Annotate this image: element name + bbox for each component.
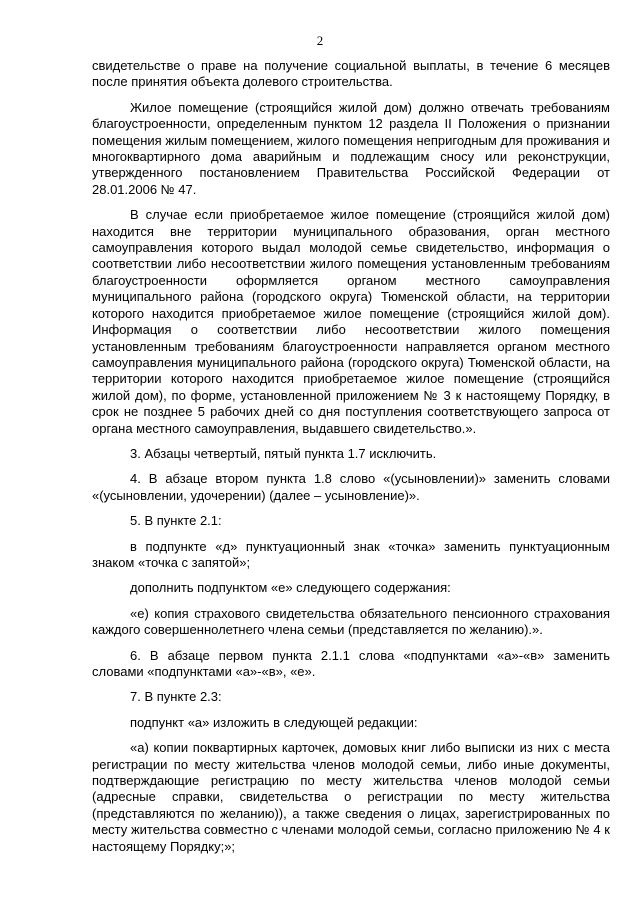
- paragraph-item-5: 5. В пункте 2.1:: [130, 513, 222, 529]
- paragraph-item-6: 6. В абзаце первом пункта 2.1.1 слова «подпунктами «а»-«в» заменить словами «подпунктами «а»-«в», «е».: [92, 647, 610, 679]
- paragraph-housing-requirements: Жилое помещение (строящийся жилой дом) должно отвечать требованиям благоустроенности, определенным пунктом 12 раздела II Положения о признании помещения жилым помещением, жилого помещения непригодным для проживания и многоквартирного дома аварийным и подлежащим сносу или реконструкции, утвержденного постановлением Правительства Российской Федерации от 28.01.2006 № 47.: [92, 99, 610, 197]
- paragraph-continuation: свидетельстве о праве на получение социальной выплаты, в течение 6 месяцев после принятия объекта долевого строительства.: [92, 58, 610, 90]
- page-number: 2: [316, 33, 324, 48]
- document-body: [92, 58, 610, 864]
- paragraph-item-3: 3. Абзацы четвертый, пятый пункта 1.7 исключить.: [130, 445, 437, 461]
- paragraph-item-7: 7. В пункте 2.3:: [130, 689, 222, 705]
- paragraph-item-4: 4. В абзаце втором пункта 1.8 слово «(усыновлении)» заменить словами «(усыновлении, удочерении) (далее – усыновление)».: [92, 471, 610, 503]
- paragraph-subitem-a-text: «а) копии поквартирных карточек, домовых книг либо выписки из них с места регистрации по месту жительства членов молодой семьи, либо иные документы, подтверждающие регистрацию по месту жительства членов молодой семьи (адресные справки, свидетельства о регистрации по месту жительства (представляются по желанию)), а также сведения о лицах, зарегистрированных по месту жительства совместно с членами молодой семьи, согласно приложению № 4 к настоящему Порядку;»;: [92, 740, 610, 854]
- paragraph-add-subitem-e: дополнить подпунктом «е» следующего содержания:: [130, 580, 451, 596]
- paragraph-subitem-d: в подпункте «д» пунктуационный знак «точка» заменить пунктуационным знаком «точка с запятой»;: [92, 538, 610, 570]
- paragraph-subitem-e-text: «е) копия страхового свидетельства обязательного пенсионного страхования каждого совершеннолетнего члена семьи (представляется по желанию).».: [92, 605, 610, 638]
- paragraph-subitem-a-intro: подпункт «а» изложить в следующей редакции:: [130, 714, 418, 730]
- paragraph-outside-territory: В случае если приобретаемое жилое помещение (строящийся жилой дом) находится вне территории муниципального образования, орган местного самоуправления которого выдал молодой семье свидетельство, информация о соответствии либо несоответствии жилого помещения установленным требованиям благоустроенности оформляется органом местного самоуправления муниципального района (городского округа) Тюменской области, на территории которого находится приобретаемое жилое помещение (строящийся жилой дом). Информация о соответствии либо несоответствии жилого помещения установленным требованиям благоустроенности направляется органом местного самоуправления муниципального района (городского округа) Тюменской области, на территории которого находится приобретаемое жилое помещение (строящийся жилой дом), по форме, установленной приложением № 3 к настоящему Порядку, в срок не позднее 5 рабочих дней со дня поступления соответствующего запроса от органа местного самоуправления, выдавшего свидетельство.».: [92, 207, 610, 436]
